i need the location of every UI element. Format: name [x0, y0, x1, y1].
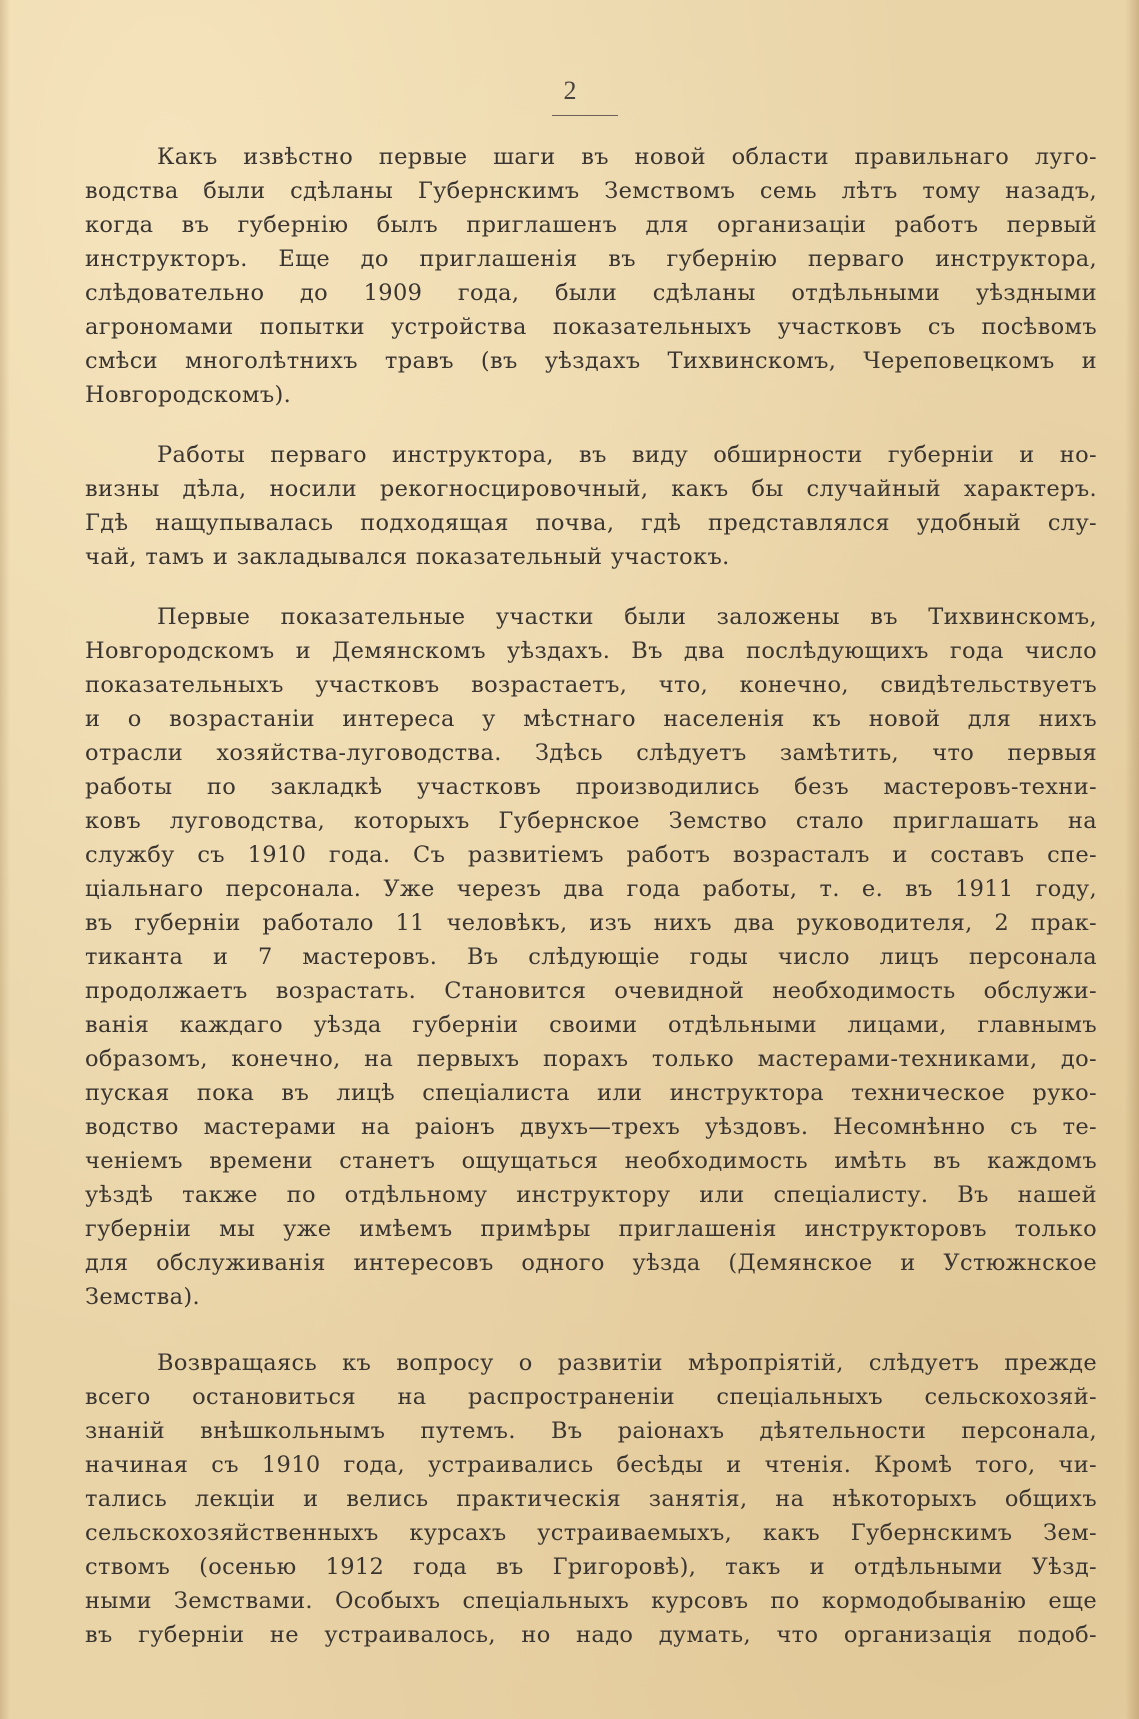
text-line: слѣдовательно до 1909 года, были сдѣланы отдѣльными уѣздными	[85, 280, 1097, 306]
text-line: Первые показательные участки были заложены въ Тихвинскомъ,	[157, 604, 1097, 630]
text-line: тались лекціи и велись практическія занятія, на нѣкоторыхъ общихъ	[85, 1486, 1097, 1512]
text-line: чай, тамъ и закладывался показательный участокъ.	[85, 544, 730, 570]
text-line: инструкторъ. Еще до приглашенія въ губернію перваго инструктора,	[85, 246, 1097, 272]
paragraph-1	[85, 140, 1097, 412]
paragraph-3	[85, 600, 1097, 1314]
text-line: водство мастерами на раіонъ двухъ—трехъ уѣздовъ. Несомнѣнно съ те-	[85, 1114, 1097, 1140]
text-line: водства были сдѣланы Губернскимъ Земствомъ семь лѣтъ тому назадъ,	[85, 178, 1097, 204]
text-line: Земства).	[85, 1284, 201, 1310]
text-line: продолжаетъ возрастать. Становится очевидной необходимость обслужи-	[85, 978, 1097, 1004]
text-line: Гдѣ нащупывалась подходящая почва, гдѣ представлялся удобный слу-	[85, 510, 1097, 536]
text-line: сельскохозяйственныхъ курсахъ устраиваемыхъ, какъ Губернскимъ Зем-	[85, 1520, 1097, 1546]
text-line: въ губерніи работало 11 человѣкъ, изъ нихъ два руководителя, 2 прак-	[85, 910, 1097, 936]
text-line: Работы перваго инструктора, въ виду обширности губерніи и но-	[157, 442, 1097, 468]
page-edge-shadow-left	[0, 0, 10, 1719]
text-line: пуская пока въ лицѣ спеціалиста или инструктора техническое руко-	[85, 1080, 1097, 1106]
text-line: тиканта и 7 мастеровъ. Въ слѣдующіе годы число лицъ персонала	[85, 944, 1097, 970]
text-line: всего остановиться на распространеніи спеціальныхъ сельскохозяй-	[85, 1384, 1097, 1410]
text-line: и о возрастаніи интереса у мѣстнаго населенія къ новой для нихъ	[85, 706, 1097, 732]
text-line: начиная съ 1910 года, устраивались бесѣды и чтенія. Кромѣ того, чи-	[85, 1452, 1097, 1478]
text-line: ными Земствами. Особыхъ спеціальныхъ курсовъ по кормодобыванію еще	[85, 1588, 1097, 1614]
text-line: Какъ извѣстно первые шаги въ новой области правильнаго луго-	[157, 144, 1097, 170]
text-line: ченіемъ времени станетъ ощущаться необходимость имѣть въ каждомъ	[85, 1148, 1097, 1174]
text-line: Новгородскомъ).	[85, 382, 292, 408]
page-number: 2	[563, 76, 577, 105]
text-line: знаній внѣшкольнымъ путемъ. Въ раіонахъ дѣятельности персонала,	[85, 1418, 1097, 1444]
body-text	[85, 140, 1097, 1652]
text-line: работы по закладкѣ участковъ производились безъ мастеровъ-техни-	[85, 774, 1097, 800]
text-line: показательныхъ участковъ возрастаетъ, что, конечно, свидѣтельствуетъ	[85, 672, 1097, 698]
paragraph-4	[85, 1346, 1097, 1652]
text-line: когда въ губернію былъ приглашенъ для организаціи работъ первый	[85, 212, 1097, 238]
page-number-underline	[552, 115, 618, 116]
page-edge-shadow-right	[1125, 0, 1139, 1719]
text-line: для обслуживанія интересовъ одного уѣзда (Демянское и Устюжнское	[85, 1250, 1097, 1276]
text-line: въ губерніи не устраивалось, но надо думать, что организація подоб-	[85, 1622, 1097, 1648]
text-line: ковъ луговодства, которыхъ Губернское Земство стало приглашать на	[85, 808, 1097, 834]
text-line: ціальнаго персонала. Уже черезъ два года работы, т. е. въ 1911 году,	[85, 876, 1097, 902]
text-line: губерніи мы уже имѣемъ примѣры приглашенія инструкторовъ только	[85, 1216, 1097, 1242]
text-line: смѣси многолѣтнихъ травъ (въ уѣздахъ Тихвинскомъ, Череповецкомъ и	[85, 348, 1097, 374]
text-line: ствомъ (осенью 1912 года въ Григоровѣ), такъ и отдѣльными Уѣзд-	[85, 1554, 1097, 1580]
text-line: уѣздѣ также по отдѣльному инструктору или спеціалисту. Въ нашей	[85, 1182, 1097, 1208]
text-line: визны дѣла, носили рекогносцировочный, какъ бы случайный характеръ.	[85, 476, 1097, 502]
text-line: службу съ 1910 года. Съ развитіемъ работъ возрасталъ и составъ спе-	[85, 842, 1097, 868]
paragraph-2	[85, 438, 1097, 574]
text-line: ванія каждаго уѣзда губерніи своими отдѣльными лицами, главнымъ	[85, 1012, 1097, 1038]
text-line: Возвращаясь къ вопросу о развитіи мѣропріятій, слѣдуетъ прежде	[157, 1350, 1097, 1376]
text-line: отрасли хозяйства-луговодства. Здѣсь слѣдуетъ замѣтить, что первыя	[85, 740, 1097, 766]
text-line: агрономами попытки устройства показательныхъ участковъ съ посѣвомъ	[85, 314, 1097, 340]
text-line: Новгородскомъ и Демянскомъ уѣздахъ. Въ два послѣдующихъ года число	[85, 638, 1097, 664]
text-line: образомъ, конечно, на первыхъ порахъ только мастерами-техниками, до-	[85, 1046, 1097, 1072]
